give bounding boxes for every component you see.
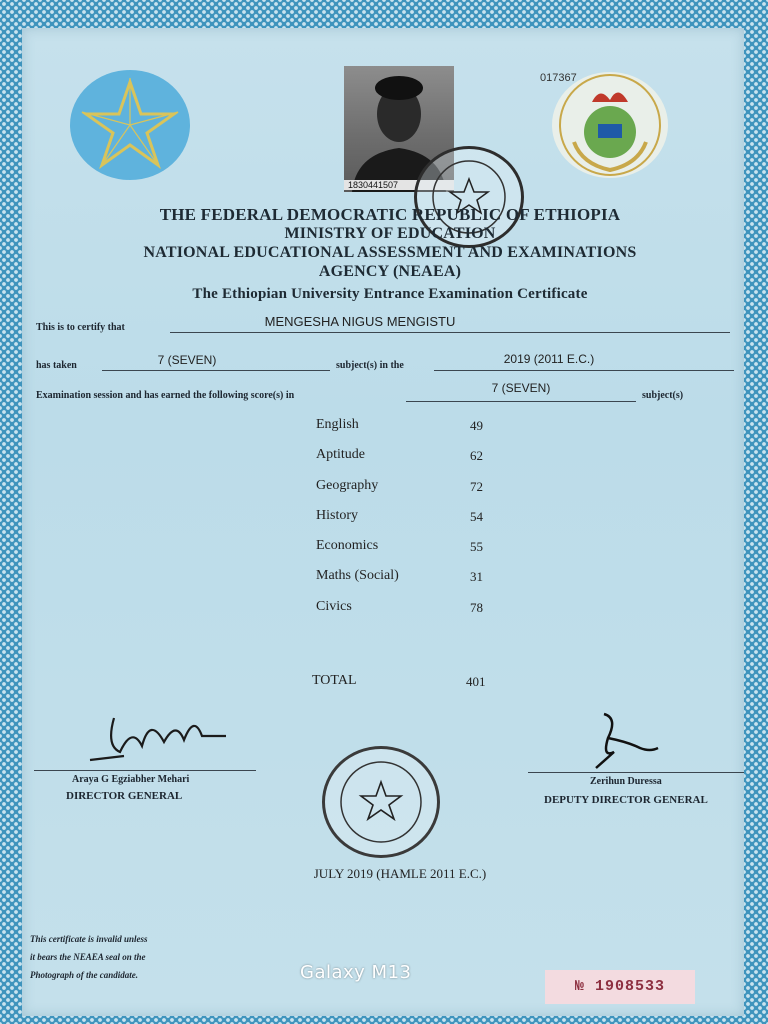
subject-score: 55 <box>470 539 483 554</box>
deputy-name: Zerihun Duressa <box>590 776 662 787</box>
director-signature-icon <box>84 706 234 768</box>
candidate-name: MENGESHA NIGUS MENGISTU <box>264 314 456 329</box>
certificate-number: № 1908533 <box>545 970 695 1004</box>
subject-name: Geography <box>316 478 379 493</box>
subject-name: History <box>316 508 358 523</box>
validity-note-line1: This certificate is invalid unless <box>30 934 148 944</box>
neaea-logo-icon <box>552 72 668 178</box>
total-label: TOTAL <box>312 673 357 688</box>
subject-name: Civics <box>316 599 352 614</box>
subject-score: 31 <box>470 569 483 584</box>
name-underline <box>170 330 730 333</box>
exam-year: 2019 (2011 E.C.) <box>503 352 595 366</box>
total-value: 401 <box>466 674 486 689</box>
validity-note-line3: Photograph of the candidate. <box>30 970 139 980</box>
subjects-suffix: subject(s) <box>642 390 684 401</box>
year-underline <box>434 368 734 371</box>
deputy-signature-line <box>528 772 744 773</box>
subject-name: Economics <box>316 538 379 553</box>
subjects-scored-underline <box>406 399 636 402</box>
certify-label: This is to certify that <box>36 322 125 333</box>
deputy-title: DEPUTY DIRECTOR GENERAL <box>544 794 708 806</box>
camera-watermark: Galaxy M13 <box>300 962 412 983</box>
subject-name: Maths (Social) <box>316 568 399 583</box>
certificate-title: The Ethiopian University Entrance Examination Certificate <box>192 286 588 302</box>
subject-score: 49 <box>470 418 483 433</box>
subjects-taken-underline <box>102 368 330 371</box>
heading-ministry: MINISTRY OF EDUCATION <box>284 225 496 242</box>
serial-number-top: 017367 <box>540 72 577 84</box>
ethiopia-emblem-icon <box>70 70 190 180</box>
director-name: Araya G Egziabher Mehari <box>72 774 190 785</box>
subject-name: Aptitude <box>316 447 365 462</box>
subject-score: 54 <box>470 509 483 524</box>
heading-agency-abbr: AGENCY (NEAEA) <box>318 263 462 280</box>
heading-agency: NATIONAL EDUCATIONAL ASSESSMENT AND EXAMINATIONS <box>143 244 637 261</box>
director-signature-line <box>34 770 256 771</box>
subject-score: 62 <box>470 448 483 463</box>
taken-label: has taken <box>36 360 77 371</box>
subject-score: 72 <box>470 479 483 494</box>
subject-name: English <box>316 417 359 432</box>
agency-seal-icon <box>322 746 440 858</box>
director-title: DIRECTOR GENERAL <box>66 790 183 802</box>
validity-note-line2: it bears the NEAEA seal on the <box>30 952 146 962</box>
subject-score: 78 <box>470 600 483 615</box>
heading-republic: THE FEDERAL DEMOCRATIC REPUBLIC OF ETHIOPIA <box>159 205 621 224</box>
deputy-signature-icon <box>584 708 664 774</box>
subjects-in-label: subject(s) in the <box>336 360 404 371</box>
issue-date: JULY 2019 (HAMLE 2011 E.C.) <box>313 866 487 881</box>
subjects-scored: 7 (SEVEN) <box>491 381 551 395</box>
subjects-taken: 7 (SEVEN) <box>157 353 217 367</box>
photo-id-number: 1830441507 <box>344 180 454 190</box>
session-label: Examination session and has earned the following score(s) in <box>36 390 295 401</box>
